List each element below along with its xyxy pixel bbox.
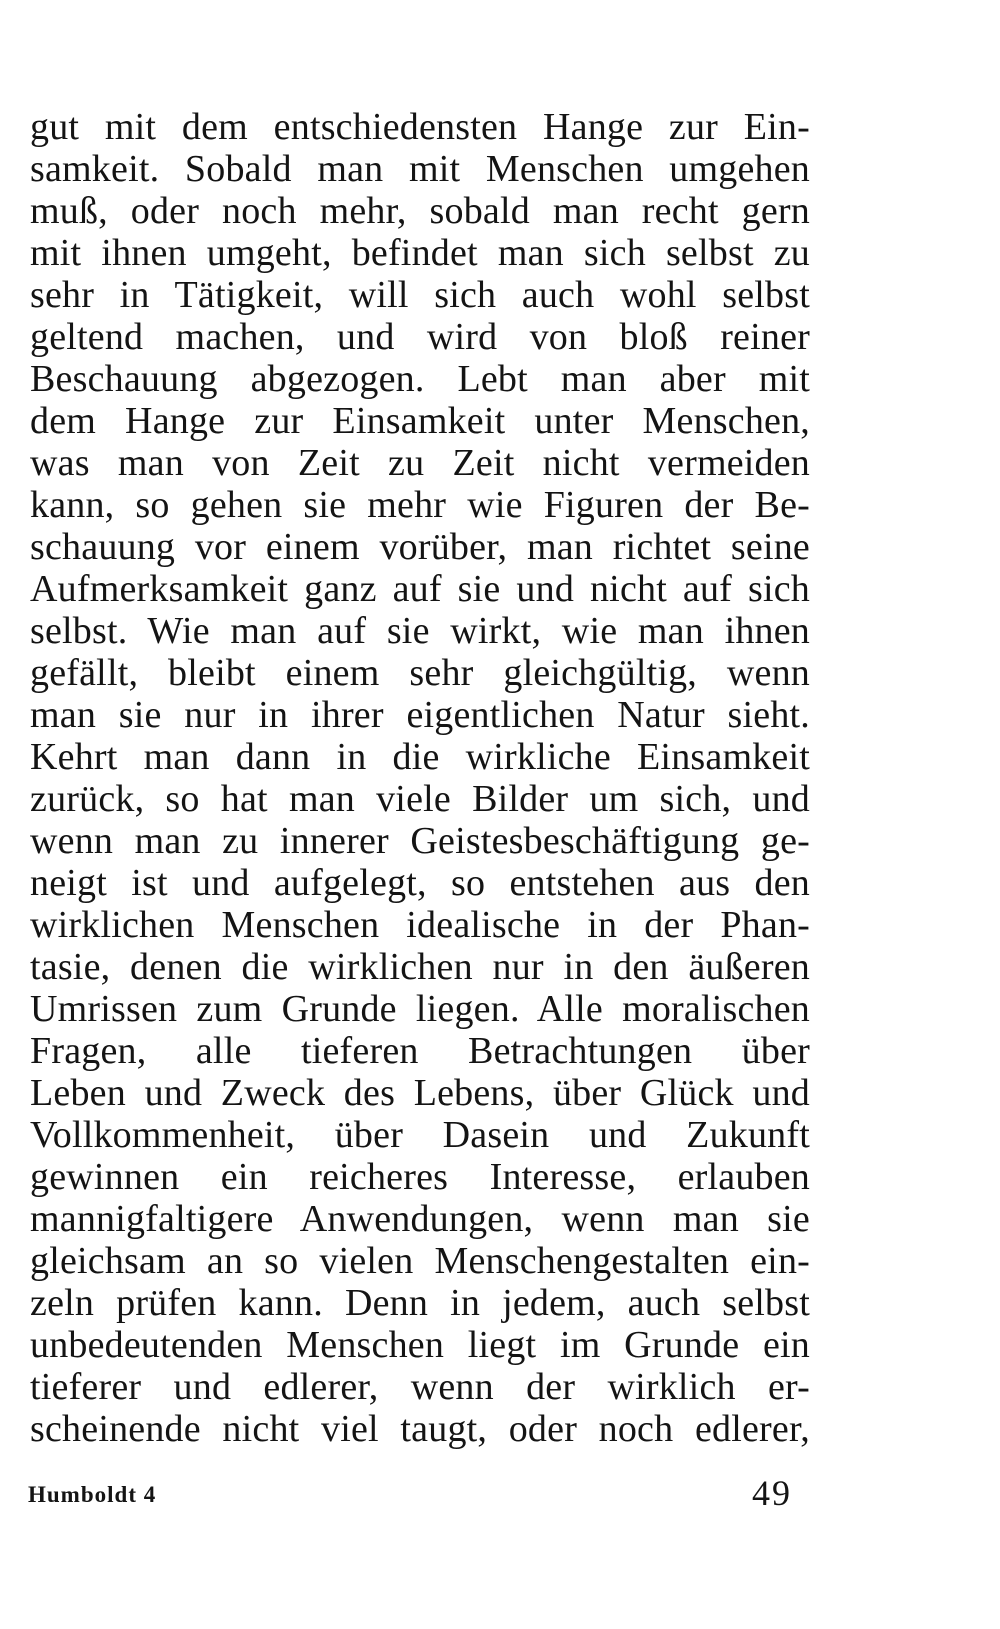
text-line: man sie nur in ihrer eigentlichen Natur sieht.: [30, 694, 810, 736]
text-line: Leben und Zweck des Lebens, über Glück und: [30, 1072, 810, 1114]
text-line: Umrissen zum Grunde liegen. Alle moralischen: [30, 988, 810, 1030]
text-line: Beschauung abgezogen. Lebt man aber mit: [30, 358, 810, 400]
text-line: gut mit dem entschiedensten Hange zur Ein-: [30, 106, 810, 148]
text-line: Kehrt man dann in die wirkliche Einsamkeit: [30, 736, 810, 778]
text-line: unbedeutenden Menschen liegt im Grunde ein: [30, 1324, 810, 1366]
text-line: mannigfaltigere Anwendungen, wenn man sie: [30, 1198, 810, 1240]
text-line: wenn man zu innerer Geistesbeschäftigung ge-: [30, 820, 810, 862]
text-line: was man von Zeit zu Zeit nicht vermeiden: [30, 442, 810, 484]
text-line: selbst. Wie man auf sie wirkt, wie man ihnen: [30, 610, 810, 652]
page-number: 49: [752, 1473, 792, 1513]
printer-signature: Humboldt 4: [28, 1482, 157, 1507]
text-line: zeln prüfen kann. Denn in jedem, auch selbst: [30, 1282, 810, 1324]
text-line: samkeit. Sobald man mit Menschen umgehen: [30, 148, 810, 190]
text-line: scheinende nicht viel taugt, oder noch edlerer,: [30, 1408, 810, 1450]
text-line: gleichsam an so vielen Menschengestalten ein-: [30, 1240, 810, 1282]
text-line: tasie, denen die wirklichen nur in den äußeren: [30, 946, 810, 988]
text-line: neigt ist und aufgelegt, so entstehen aus den: [30, 862, 810, 904]
text-line: mit ihnen umgeht, befindet man sich selbst zu: [30, 232, 810, 274]
text-line: Aufmerksamkeit ganz auf sie und nicht auf sich: [30, 568, 810, 610]
text-line: wirklichen Menschen idealische in der Phan-: [30, 904, 810, 946]
text-line: zurück, so hat man viele Bilder um sich, und: [30, 778, 810, 820]
text-line: muß, oder noch mehr, sobald man recht gern: [30, 190, 810, 232]
text-line: Fragen, alle tieferen Betrachtungen über: [30, 1030, 810, 1072]
text-line: Vollkommenheit, über Dasein und Zukunft: [30, 1114, 810, 1156]
text-line: kann, so gehen sie mehr wie Figuren der Be-: [30, 484, 810, 526]
text-line: gefällt, bleibt einem sehr gleichgültig, wenn: [30, 652, 810, 694]
body-text: [30, 106, 810, 1450]
text-line: tieferer und edlerer, wenn der wirklich er-: [30, 1366, 810, 1408]
text-line: gewinnen ein reicheres Interesse, erlauben: [30, 1156, 810, 1198]
text-line: dem Hange zur Einsamkeit unter Menschen,: [30, 400, 810, 442]
text-line: sehr in Tätigkeit, will sich auch wohl selbst: [30, 274, 810, 316]
text-line: schauung vor einem vorüber, man richtet seine: [30, 526, 810, 568]
text-line: geltend machen, und wird von bloß reiner: [30, 316, 810, 358]
